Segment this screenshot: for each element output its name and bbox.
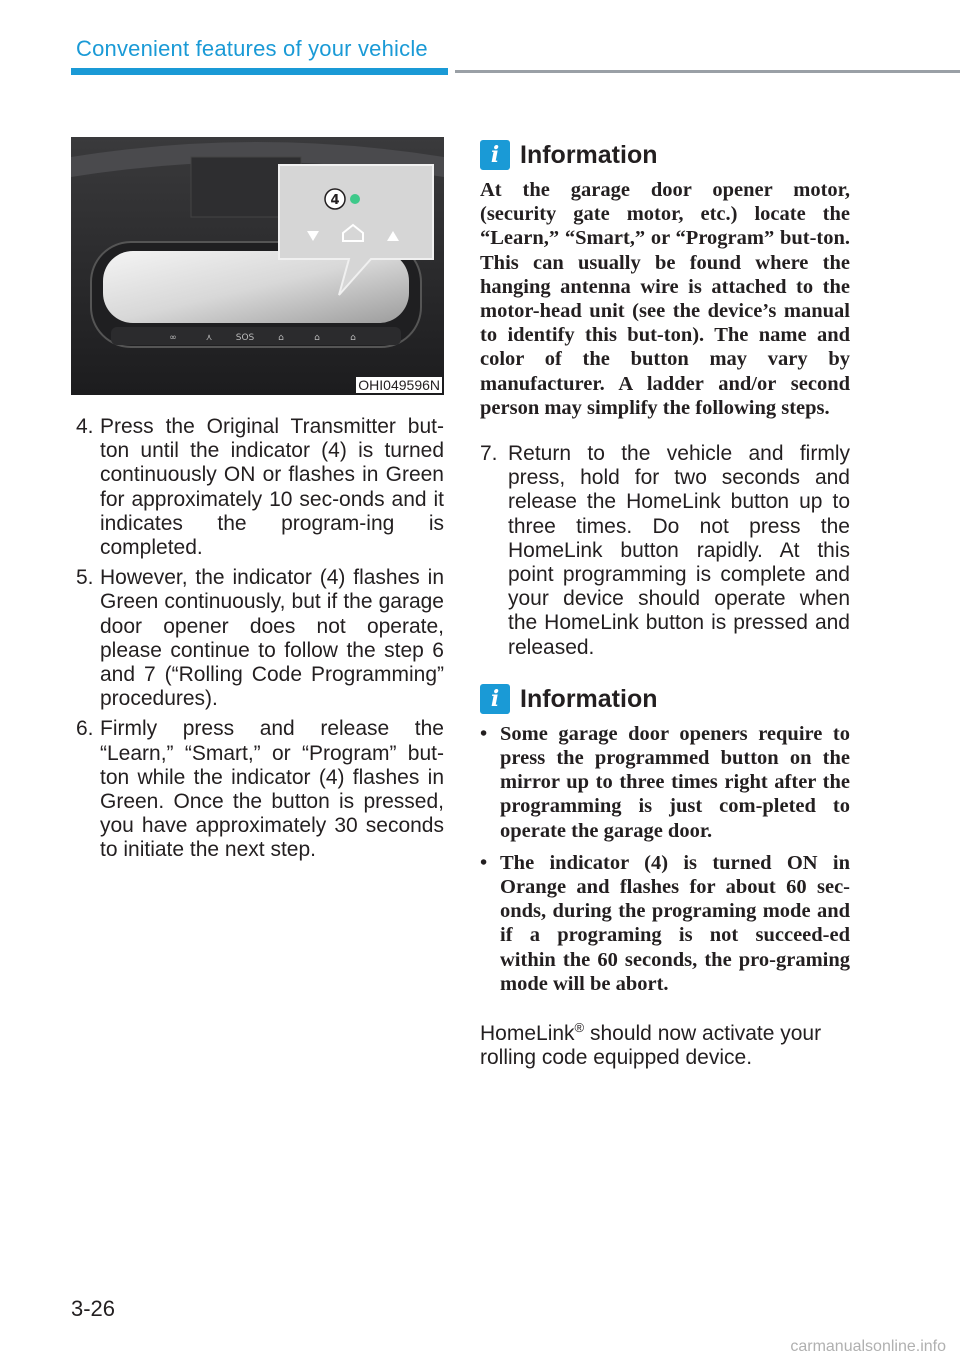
step-number: 4. — [76, 415, 94, 438]
info-icon: i — [480, 140, 510, 170]
callout-number: 4 — [330, 193, 340, 208]
mirror-button-homelink-2: ⌂ — [314, 333, 320, 343]
mirror-illustration — [71, 137, 444, 395]
mirror-button-assist: ⋏ — [205, 333, 213, 343]
mirror-button-homelink-1: ⌂ — [278, 333, 284, 343]
header-rule — [455, 70, 960, 73]
step-number: 6. — [76, 717, 94, 741]
info-bullet — [480, 851, 850, 996]
right-column — [480, 140, 850, 1071]
info-bullet — [480, 722, 850, 843]
left-column — [76, 415, 444, 869]
mirror-button-homelink-3: ⌂ — [350, 333, 356, 343]
info-box-2-header — [480, 684, 850, 714]
brand-name: HomeLink — [480, 1022, 575, 1046]
step-5 — [76, 566, 444, 711]
step-7 — [480, 442, 850, 660]
figure-code: OHI049596N — [358, 377, 440, 393]
info-title: Information — [520, 684, 658, 713]
page-number: 3-26 — [71, 1296, 116, 1321]
info-box-1-body: At the garage door opener motor, (security gate motor, etc.) locate the “Learn,” “Smart,” or “Program” but-ton. This can usually be found where the hanging antenna wire is attached to the motor-head unit (see the device’s manual to identify this but-ton). The name and color of the button may vary by manufacturer. A ladder and/or second person may simplify the following steps. — [480, 179, 850, 419]
step-text: Return to the vehicle and firmly press, hold for two seconds and release the HomeLink button up to three times. Do not press the HomeLink button rapidly. At this point programming is complete and your device should operate when the HomeLink button is pressed and released. — [508, 442, 850, 659]
mirror-button-infinity: ∞ — [169, 333, 177, 343]
info-title: Information — [520, 140, 658, 169]
section-title: Convenient features of your vehicle — [76, 36, 428, 61]
info-icon: i — [480, 684, 510, 714]
step-text: Firmly press and release the “Learn,” “Smart,” or “Program” but-ton while the indicator (4) flashes in Green. Once the button is pressed, you have approximately 30 seconds to initiate the next step. — [100, 717, 444, 862]
closing-paragraph — [480, 1016, 850, 1070]
bullet-mark: • — [480, 722, 488, 745]
mirror-button-sos: SOS — [235, 333, 255, 343]
step-4 — [76, 415, 444, 560]
header-accent-bar — [71, 68, 448, 75]
watermark: carmanualsonline.info — [790, 1338, 946, 1355]
info-box-2-body — [480, 722, 850, 996]
mirror-drawing — [71, 137, 444, 395]
registered-mark: ® — [574, 1020, 585, 1036]
bullet-text: Some garage door openers require to press the programmed button on the mirror up to three times right after the programming is just com-pleted to operate the garage door. — [500, 722, 850, 842]
step-number: 7. — [480, 442, 498, 466]
bullet-text: The indicator (4) is turned ON in Orange and flashes for about 60 sec-onds, during the programing mode and if a programing is not succeed-ed within the 60 seconds, the pro-graming mode will be abort. — [500, 851, 850, 995]
step-text: Press the Original Transmitter but-ton until the indicator (4) is turned continuously ON or flashes in Green for approximately 10 sec-onds and it indicates the program-ing is completed. — [100, 415, 444, 560]
bullet-mark: • — [480, 851, 488, 874]
step-number: 5. — [76, 566, 94, 590]
step-text: However, the indicator (4) flashes in Green continuously, but if the garage door opener does not operate, please continue to follow the step 6 and 7 (“Rolling Code Programming” procedures). — [100, 566, 444, 711]
step-6 — [76, 717, 444, 862]
closing-text: should now activate your rolling code equipped device. — [480, 1022, 822, 1070]
info-box-1-header — [480, 140, 850, 170]
